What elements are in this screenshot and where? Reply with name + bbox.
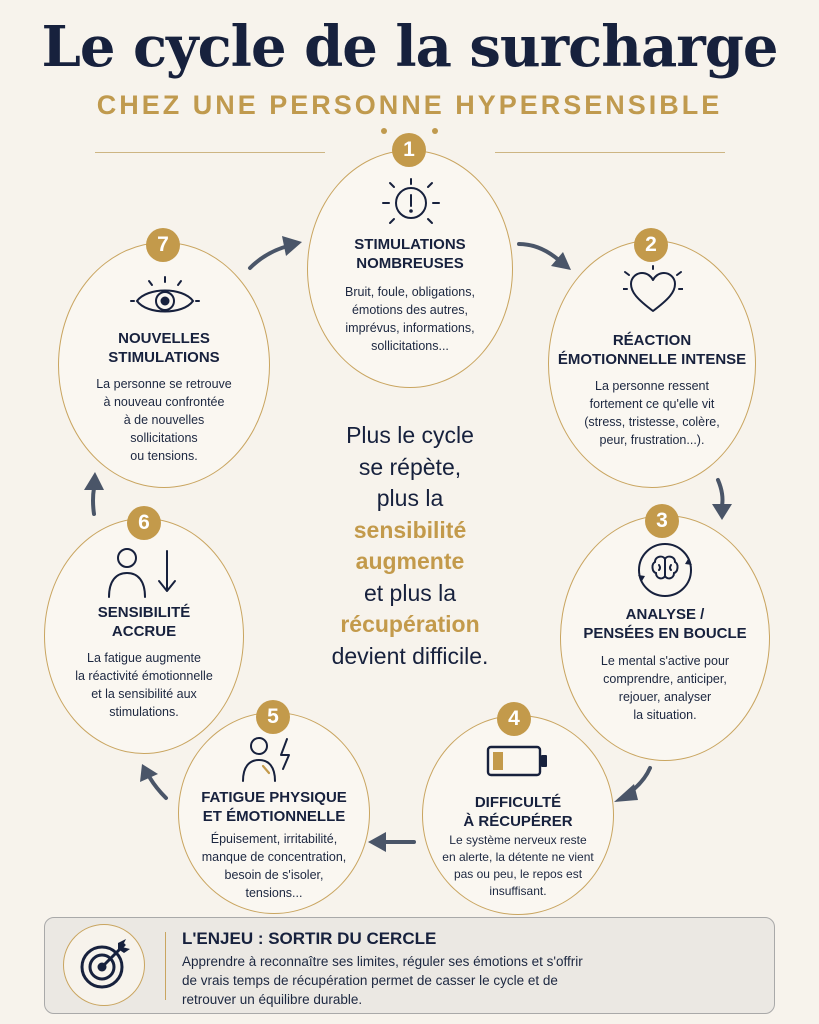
arrow-5-to-6 [136,762,172,802]
heart-icon [623,265,683,319]
footer-text: Apprendre à reconnaître ses limites, réguler ses émotions et s'offrir de vrais temps de récupération permet de casser le cycle et de retrouver un équilibre durable. [182,954,583,1007]
decor-dot [381,128,387,134]
step-description: Bruit, foule, obligations, émotions des autres, imprévus, informations, sollicitations... [345,285,475,353]
alert-burst-icon [379,177,443,227]
center-highlight: récupération [340,611,480,637]
cycle-step-5 [178,712,370,914]
brain-loop-icon [633,540,697,600]
cycle-step-2 [548,240,756,488]
page-subtitle: CHEZ UNE PERSONNE HYPERSENSIBLE [96,90,723,120]
step-title: RÉACTION ÉMOTIONNELLE INTENSE [557,332,747,368]
cycle-step-7 [58,242,270,488]
footer-divider [165,932,166,1000]
step-title: FATIGUE PHYSIQUE ET ÉMOTIONNELLE [201,789,347,825]
low-battery-icon [485,744,549,778]
step-badge: 2 [634,228,668,262]
eye-icon [129,275,201,321]
step-title: DIFFICULTÉ À RÉCUPÉRER [463,794,573,830]
step-description: Épuisement, irritabilité, manque de concentration, besoin de s'isoler, tensions... [201,832,347,900]
step-badge: 6 [127,506,161,540]
step-badge: 5 [256,700,290,734]
center-line: plus la [376,485,444,511]
center-line: Plus le cycle [346,422,474,448]
footer-icon-circle [63,924,145,1006]
decor-dot [432,128,438,134]
arrow-4-to-5 [366,830,418,854]
arrow-1-to-2 [515,238,575,274]
center-message [280,420,540,672]
step-badge: 4 [497,702,531,736]
center-line: et plus la [363,579,457,606]
step-badge: 3 [645,504,679,538]
arrow-3-to-4 [608,764,656,806]
arrow-7-to-1 [246,236,306,272]
person-down-arrow-icon [103,545,187,601]
step-description: La personne se retrouve à nouveau confrontée à de nouvelles sollicitations ou tensions. [96,377,232,463]
step-description: La fatigue augmente la réactivité émotionnelle et la sensibilité aux stimulations. [75,651,213,719]
divider-right [495,152,725,153]
footer-callout [44,917,775,1014]
cycle-step-3 [560,515,770,761]
step-description: La personne ressent fortement ce qu'elle vit (stress, tristesse, colère, peur, frustration...). [584,379,720,447]
step-title: NOUVELLES STIMULATIONS [108,330,220,366]
cycle-step-4 [422,715,614,915]
footer-title: L'ENJEU : SORTIR DU CERCLE [182,929,437,948]
center-highlight: sensibilité [353,516,467,543]
step-title: STIMULATIONS NOMBREUSES [354,236,466,272]
cycle-step-6 [44,518,244,754]
step-badge: 7 [146,228,180,262]
divider-left [95,152,325,153]
tired-person-icon [237,733,307,785]
center-highlight: augmente [355,548,465,574]
step-description: Le système nerveux reste en alerte, la détente ne vient pas ou peu, le repos est insuffisant. [442,833,594,898]
target-icon [74,935,134,995]
step-description: Le mental s'active pour comprendre, anticiper, rejouer, analyser la situation. [600,654,730,722]
page-title: Le cycle de la surcharge [41,14,778,80]
step-title: ANALYSE / PENSÉES EN BOUCLE [583,606,747,642]
step-title: SENSIBILITÉ ACCRUE [97,604,191,640]
arrow-6-to-7 [80,470,108,518]
step-badge: 1 [392,133,426,167]
center-line: devient difficile. [331,642,489,669]
center-line: se répète, [358,453,462,480]
arrow-2-to-3 [708,476,738,524]
cycle-step-1 [307,150,513,388]
